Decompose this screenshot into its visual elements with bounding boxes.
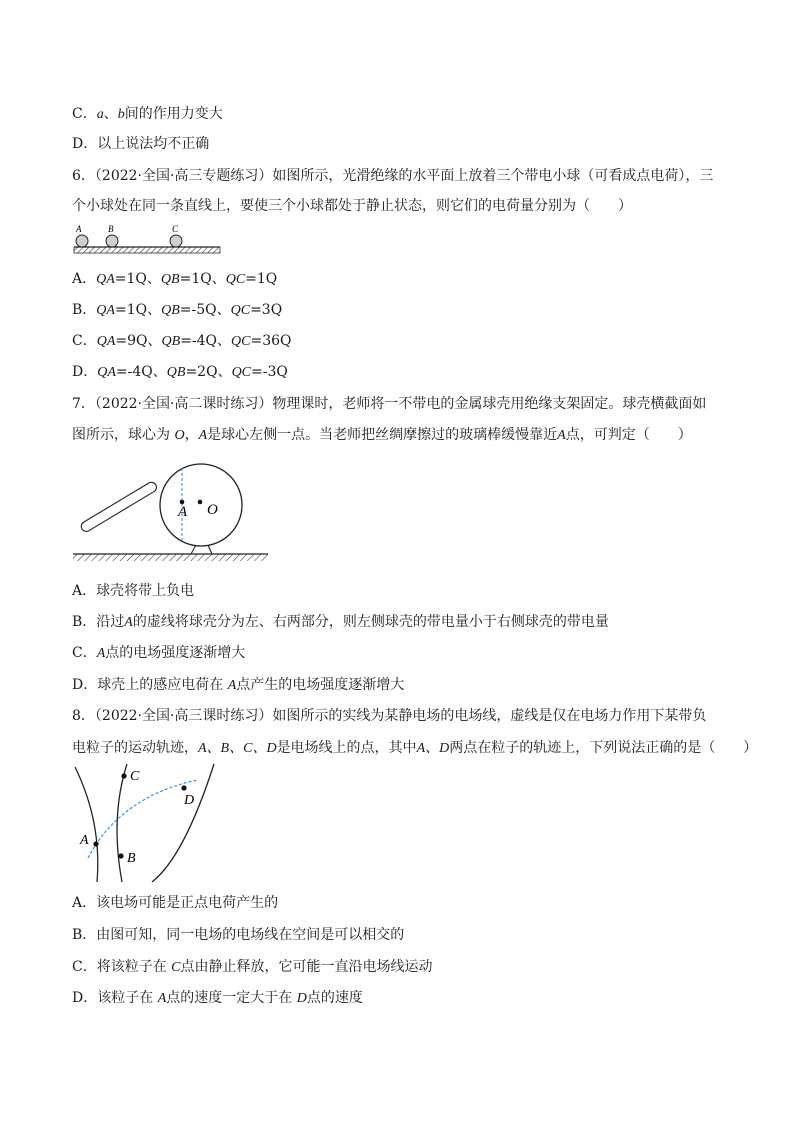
- glass-rod: [79, 480, 158, 533]
- q6-three-balls-figure: [72, 224, 232, 260]
- point-b: [118, 853, 123, 858]
- q7-sphere-shell-figure: [70, 455, 275, 570]
- point-c: [121, 773, 126, 778]
- field-line-1: [75, 767, 98, 882]
- q8-stem-line1: 8．（2022·全国·高三课时练习）如图所示的实线为某静电场的电场线，虚线是仅在电场力作用下某带负: [72, 708, 707, 724]
- q8-option-c: C．将该粒子在 C点由静止释放，它可能一直沿电场线运动: [72, 959, 433, 975]
- q7-option-a: A．球壳将带上负电: [72, 583, 195, 599]
- q7-option-d: D．球壳上的感应电荷在 A点产生的电场强度逐渐增大: [72, 677, 405, 693]
- label-b: B: [108, 224, 114, 234]
- label-a: A: [76, 224, 82, 234]
- q6-stem-line2: 个小球处在同一条直线上，要使三个小球都处于静止状态，则它们的电荷量分别为（ ）: [72, 198, 632, 214]
- ball-a: [76, 235, 88, 247]
- insulating-surface: [74, 247, 220, 253]
- field-line-2: [117, 764, 127, 882]
- q6-option-b: B．QA=1Q、QB=-5Q、QC=3Q: [72, 302, 283, 318]
- q6-option-a: A．QA=1Q、QB=1Q、QC=1Q: [72, 271, 278, 287]
- q8-option-b: B．由图可知，同一电场的电场线在空间是可以相交的: [72, 927, 405, 943]
- q6-option-d: D．QA=-4Q、QB=2Q、QC=-3Q: [72, 364, 288, 380]
- label-d: D: [184, 793, 195, 808]
- q8-option-d: D．该粒子在 A点的速度一定大于在 D点的速度: [72, 990, 363, 1006]
- label-c: C: [130, 769, 140, 784]
- metal-sphere-shell: [160, 464, 242, 546]
- q7-stem-line1: 7．（2022·全国·高二课时练习）物理课时，老师将一不带电的金属球壳用绝缘支架固定。球壳横截面如: [72, 396, 707, 412]
- q7-option-b: B．沿过A的虚线将球壳分为左、右两部分，则左侧球壳的带电量小于右侧球壳的带电量: [72, 614, 609, 630]
- ball-c: [170, 235, 182, 247]
- label-c: C: [172, 224, 179, 234]
- q5-option-d: D．以上说法均不正确: [72, 136, 210, 152]
- q6-option-c: C．QA=9Q、QB=-4Q、QC=36Q: [72, 333, 292, 349]
- label-a: A: [178, 504, 188, 520]
- point-o: [198, 500, 203, 505]
- q7-stem-line2: 图所示，球心为 O，A是球心左侧一点。当老师把丝绸摩擦过的玻璃棒缓慢靠近A点，可判定（ ）: [72, 427, 692, 443]
- q5-option-c: C．a、b间的作用力变大: [72, 106, 223, 122]
- point-a: [93, 841, 98, 846]
- ground: [73, 554, 268, 561]
- label-b: B: [127, 851, 136, 866]
- label-a: A: [80, 833, 89, 848]
- q8-field-lines-figure: [72, 762, 232, 884]
- q8-option-a: A．该电场可能是正点电荷产生的: [72, 895, 279, 911]
- label-o: O: [207, 502, 218, 518]
- q6-stem-line1: 6．（2022·全国·高三专题练习）如图所示，光滑绝缘的水平面上放着三个带电小球（可看成点电荷），三: [72, 168, 714, 184]
- q8-stem-line2: 电粒子的运动轨迹，A、B、C、D是电场线上的点，其中A、D两点在粒子的轨迹上，下列说法正确的是（ ）: [72, 740, 758, 756]
- ball-b: [106, 235, 118, 247]
- point-d: [181, 785, 186, 790]
- q7-option-c: C．A点的电场强度逐渐增大: [72, 645, 246, 661]
- field-line-3: [152, 764, 214, 882]
